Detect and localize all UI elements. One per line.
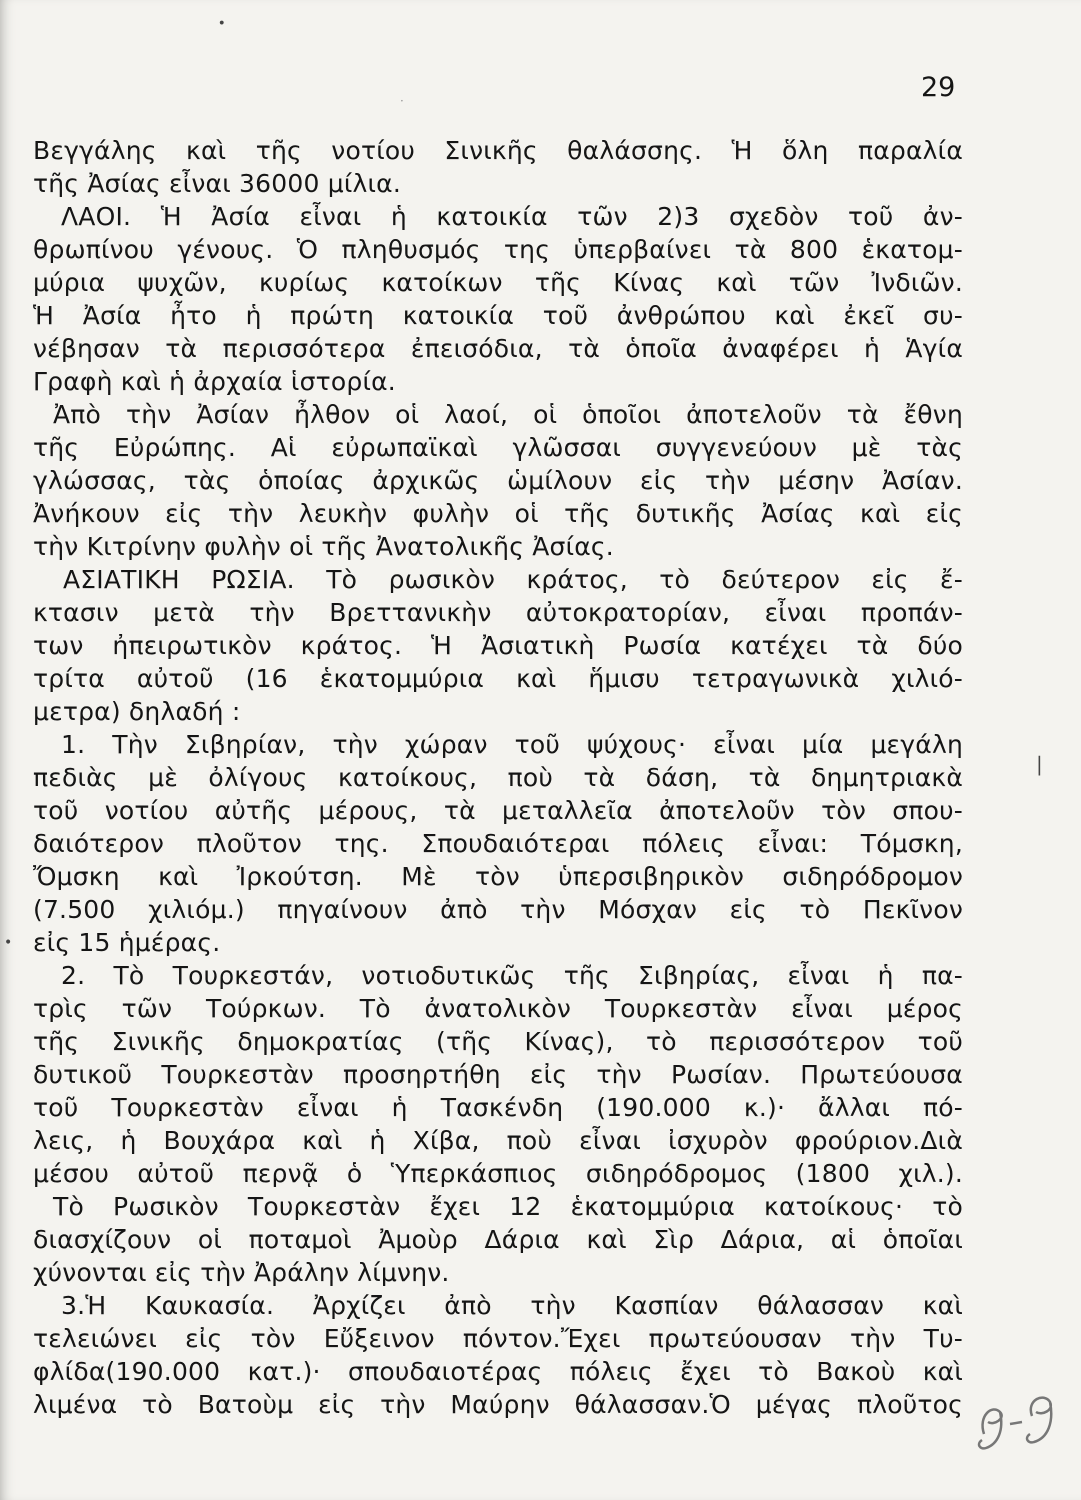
page-number: 29	[921, 72, 956, 103]
list-item-line: 3.Ἡ Καυκασία. Ἀρχίζει ἀπὸ τὴν Κασπίαν θάλασσαν καὶ	[61, 1291, 963, 1320]
text-line: τρίτα αὐτοῦ (16 ἑκατομμύρια καὶ ἥμισυ τετραγωνικὰ χιλιό-	[33, 664, 963, 693]
text-line: γλώσσας, τὰς ὁποίας ἀρχικῶς ὡμίλουν εἰς τὴν μέσην Ἀσίαν.	[33, 466, 963, 495]
text-line: μύρια ψυχῶν, κυρίως κατοίκων τῆς Κίνας καὶ τῶν Ἰνδιῶν.	[33, 268, 963, 297]
text-line: τελειώνει εἰς τὸν Εὔξεινον πόντον.Ἔχει πρωτεύουσαν τὴν Τυ-	[33, 1324, 963, 1353]
text-line: φλίδα(190.000 κατ.)· σπουδαιοτέρας πόλεις ἔχει τὸ Βακοὺ καὶ	[33, 1357, 963, 1386]
text-line: δυτικοῦ Τουρκεστὰν προσηρτήθη εἰς τὴν Ρωσίαν. Πρωτεύουσα	[33, 1060, 963, 1089]
section-heading-line: ΛΑΟΙ. Ἡ Ἀσία εἶναι ἡ κατοικία τῶν 2)3 σχεδὸν τοῦ ἀν-	[61, 202, 963, 231]
text-line: των ἠπειρωτικὸν κράτος. Ἡ Ἀσιατικὴ Ρωσία κατέχει τὰ δύο	[33, 631, 963, 660]
text-line: Ἀνήκουν εἰς τὴν λευκὴν φυλὴν οἱ τῆς δυτικῆς Ἀσίας καὶ εἰς	[33, 499, 963, 528]
text-line: διασχίζουν οἱ ποταμοὶ Ἀμοὺρ Δάρια καὶ Σὶρ Δάρια, αἱ ὁποῖαι	[33, 1225, 963, 1254]
text-line: λεις, ἡ Βουχάρα καὶ ἡ Χίβα, ποὺ εἶναι ἰσχυρὸν φρούριον.Διὰ	[33, 1126, 963, 1155]
text-line: (7.500 χιλιόμ.) πηγαίνουν ἀπὸ τὴν Μόσχαν εἰς τὸ Πεκῖνον	[33, 895, 963, 924]
handwritten-stamp	[970, 1386, 1062, 1456]
text-line: Γραφὴ καὶ ἡ ἀρχαία ἱστορία.	[33, 367, 396, 396]
section-heading-line: ΑΣΙΑΤΙΚΗ ΡΩΣΙΑ. Τὸ ρωσικὸν κράτος, τὸ δεύτερον εἰς ἔ-	[63, 565, 963, 594]
text-line: Βεγγάλης καὶ τῆς νοτίου Σινικῆς θαλάσσης. Ἡ ὅλη παραλία	[33, 136, 963, 165]
text-line: νέβησαν τὰ περισσότερα ἐπεισόδια, τὰ ὁποῖα ἀναφέρει ἡ Ἁγία	[33, 334, 963, 363]
text-line: χύνονται εἰς τὴν Ἀράλην λίμνην.	[33, 1258, 450, 1287]
margin-tick: |	[1036, 752, 1043, 776]
text-line: Τὸ Ρωσικὸν Τουρκεστὰν ἔχει 12 ἑκατομμύρια κατοίκους· τὸ	[53, 1192, 963, 1221]
ink-speck: ·	[400, 94, 404, 108]
text-line: μετρα) δηλαδή :	[33, 697, 241, 726]
text-line: τοῦ νοτίου αὐτῆς μέρους, τὰ μεταλλεῖα ἀποτελοῦν τὸν σπου-	[33, 796, 963, 825]
text-line: τῆς Ἀσίας εἶναι 36000 μίλια.	[33, 169, 401, 198]
list-item-line: 1. Τὴν Σιβηρίαν, τὴν χώραν τοῦ ψύχους· εἶναι μία μεγάλη	[61, 730, 963, 759]
list-item-line: 2. Τὸ Τουρκεστάν, νοτιοδυτικῶς τῆς Σιβηρίας, εἶναι ἡ πα-	[61, 961, 963, 990]
text-line: τῆς Σινικῆς δημοκρατίας (τῆς Κίνας), τὸ περισσότερον τοῦ	[33, 1027, 963, 1056]
body-text	[33, 134, 963, 1421]
text-line: δαιότερον πλοῦτον της. Σπουδαιότεραι πόλεις εἶναι: Τόμσκη,	[33, 829, 963, 858]
ink-speck: ·	[217, 6, 227, 41]
text-line: τοῦ Τουρκεστὰν εἶναι ἡ Τασκένδη (190.000 κ.)· ἄλλαι πό-	[33, 1093, 963, 1122]
text-line: Ἀπὸ τὴν Ἀσίαν ἦλθον οἱ λαοί, οἱ ὁποῖοι ἀποτελοῦν τὰ ἔθνη	[53, 400, 963, 429]
text-line: λιμένα τὸ Βατοὺμ εἰς τὴν Μαύρην θάλασσαν.Ὁ μέγας πλοῦτος	[33, 1390, 963, 1419]
text-line: πεδιὰς μὲ ὀλίγους κατοίκους, ποὺ τὰ δάση, τὰ δημητριακὰ	[33, 763, 963, 792]
ink-speck: •	[4, 935, 13, 951]
text-line: κτασιν μετὰ τὴν Βρεττανικὴν αὐτοκρατορίαν, εἶναι προπάν-	[33, 598, 963, 627]
text-line: τῆς Εὐρώπης. Αἱ εὐρωπαϊκαὶ γλῶσσαι συγγενεύουν μὲ τὰς	[33, 433, 963, 462]
text-line: Ὄμσκη καὶ Ἰρκούτση. Μὲ τὸν ὑπερσιβηρικὸν σιδηρόδρομον	[33, 862, 963, 891]
text-line: τὴν Κιτρίνην φυλὴν οἱ τῆς Ἀνατολικῆς Ἀσίας.	[33, 532, 614, 561]
text-line: μέσου αὐτοῦ περνᾷ ὁ Ὑπερκάσπιος σιδηρόδρομος (1800 χιλ.).	[33, 1159, 963, 1188]
text-line: θρωπίνου γένους. Ὁ πληθυσμός της ὑπερβαίνει τὰ 800 ἑκατομ-	[33, 235, 963, 264]
text-line: εἰς 15 ἡμέρας.	[33, 928, 221, 957]
text-line: Ἡ Ἀσία ἦτο ἡ πρώτη κατοικία τοῦ ἀνθρώπου καὶ ἐκεῖ συ-	[33, 301, 963, 330]
text-line: τρὶς τῶν Τούρκων. Τὸ ἀνατολικὸν Τουρκεστὰν εἶναι μέρος	[33, 994, 963, 1023]
